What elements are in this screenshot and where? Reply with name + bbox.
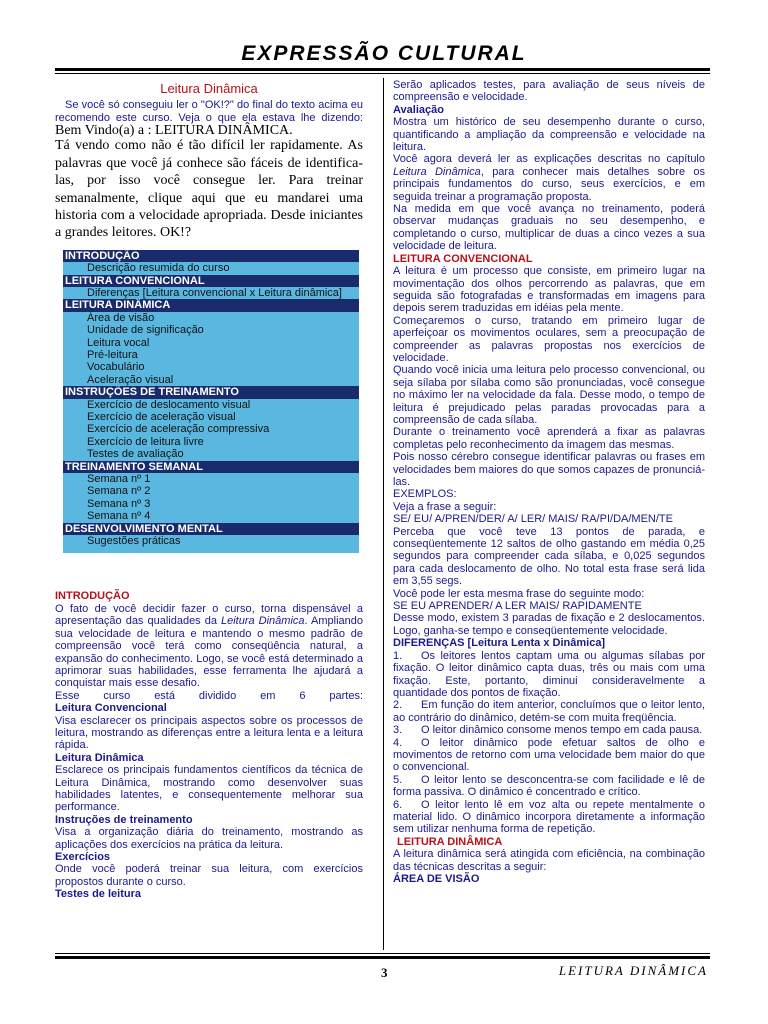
differences-list-item [393, 774, 705, 799]
header-rule-thick [55, 68, 710, 71]
subtext-exercicios: Onde você poderá treinar sua leitura, com exercícios propostos durante o curso. [55, 863, 363, 888]
exemplos-label: EXEMPLOS: [393, 488, 457, 501]
list-item-text: O leitor dinâmico consome menos tempo em cada pausa. [421, 724, 703, 737]
intro-heading: INTRODUÇÃO [55, 590, 130, 603]
intro-paragraph [55, 99, 363, 137]
footer-rule-thin [55, 953, 710, 954]
toc-item[interactable]: Leitura vocal [63, 337, 359, 349]
differences-list [393, 650, 705, 836]
column-divider [383, 78, 384, 950]
heading-leitura-convencional: LEITURA CONVENCIONAL [393, 252, 533, 265]
serif-message: Tá vendo como não é tão difícil ler rapidamente. As palavras que você já conhece são fáceis de identifica-las, por isso você consegue ler. Para treinar semanalmente, clique aqui que eu mandarei uma historia com a velocidade apropriada. Desde iniciantes a grandes leitores. OK!? [55, 138, 363, 241]
differences-list-item [393, 650, 705, 700]
subtext-leitura-convencional: Visa esclarecer os principais aspectos sobre os processos de leitura, mostrando as diferenças entre a leitura lenta e a leitura rápida. [55, 714, 363, 752]
conv-paragraph-4: Durante o treinamento você aprenderá a fixar as palavras completas pelo reconhecimento da imagem das mesmas. [393, 426, 705, 451]
heading-diferencas: DIFERENÇAS [Leitura Lenta x Dinâmica] [393, 637, 606, 650]
footer-label: LEITURA DINÂMICA [558, 963, 708, 978]
toc-section-heading[interactable]: LEITURA CONVENCIONAL [63, 275, 359, 287]
toc-item[interactable]: Sugestões práticas [63, 535, 359, 547]
toc-item[interactable]: Unidade de significação [63, 324, 359, 336]
differences-list-item [393, 799, 705, 836]
example-phrase-1: SE/ EU/ A/PREN/DER/ A/ LER/ MAIS/ RA/PI/DA/MEN/TE [393, 513, 673, 526]
toc-item[interactable]: Vocabulário [63, 361, 359, 373]
intro-p1-text-a: O fato de você decidir fazer o curso, torna dispensável a apresentação das qualidades da [55, 602, 363, 628]
perceba-paragraph: Perceba que você teve 13 pontos de parada, e conseqüentemente 12 saltos de olho gastando em média 0,25 segundos para compreender cada sílaba, e 0,025 segundos para cada deslocamento de olho. No total esta frase será lida em 3,55 segs. [393, 525, 705, 588]
differences-list-item [393, 699, 705, 724]
heading-avaliacao: Avaliação [393, 103, 444, 116]
list-item-text: O leitor lento se desconcentra-se com facilidade e lê de forma passiva. O dinâmico é concentrado e crítico. [393, 773, 705, 799]
conv-paragraph-2: Começaremos o curso, tratando em primeiro lugar de aperfeiçoar os movimentos oculares, sem a preocupação de compreender as palavras propostas nos exercícios de velocidade. [393, 314, 705, 364]
right-p0: Serão aplicados testes, para avaliação de seus níveis de compreensão e velocidade. [393, 79, 705, 104]
toc-item[interactable]: Testes de avaliação [63, 448, 359, 460]
list-item-text: O leitor dinâmico pode efetuar saltos de olho e movimentos de retorno com uma velocidade bem maior do que o convencional. [393, 736, 705, 774]
intro-paragraph-1 [55, 603, 363, 690]
intro-serif-welcome: Bem Vindo(a) a : LEITURA DINÂMICA. [55, 122, 293, 138]
list-item-number: 6. [393, 798, 403, 811]
subheading-exercicios: Exercícios [55, 851, 111, 864]
subtext-leitura-dinamica: Esclarece os principais fundamentos científicos da técnica de Leitura Dinâmica, mostrando como desenvolver suas habilidades latentes, e consequentemente melhorar sua performance. [55, 764, 363, 814]
subheading-leitura-dinamica: Leitura Dinâmica [55, 751, 144, 764]
intro-text: Se você só conseguiu ler o "OK!?" do final do texto acima eu recomendo este curso. Veja o que ela estava lhe dizendo: [55, 99, 363, 124]
agora-emphasis: Leitura Dinâmica [393, 165, 481, 178]
differences-list-item [393, 737, 705, 774]
medida-paragraph: Na medida em que você avança no treinamento, poderá observar mudanças graduais no seu desempenho, e completando o curso, multiplicar de duas a cinco vezes a sua velocidade de leitura. [393, 203, 705, 253]
agora-paragraph [393, 153, 705, 203]
dinamica-paragraph: A leitura dinâmica será atingida com eficiência, na combinação das técnicas descritas a seguir: [393, 848, 705, 873]
subtext-instrucoes: Visa a organização diária do treinamento, mostrando as aplicações dos exercícios na prática da leitura. [55, 826, 363, 851]
toc-item[interactable]: Aceleração visual [63, 374, 359, 386]
intro-paragraph-2: Esse curso está dividido em 6 partes: [55, 689, 363, 702]
example-phrase-2: SE EU APRENDER/ A LER MAIS/ RAPIDAMENTE [393, 600, 642, 613]
list-item-text: Os leitores lentos captam uma ou algumas sílabas por fixação. O leitor dinâmico capta duas, três ou mais com uma fixação. Este, portanto, diminui consideravelmente a quantidade dos pontos de fixação. [393, 649, 705, 699]
heading-leitura-dinamica: LEITURA DINÂMICA [397, 835, 503, 848]
heading-area-de-visao: ÁREA DE VISÃO [393, 873, 480, 885]
toc-section-heading[interactable]: DESENVOLVIMENTO MENTAL [63, 523, 359, 535]
table-of-contents [63, 250, 359, 554]
toc-section-heading[interactable]: INSTRUÇÕES DE TREINAMENTO [63, 386, 359, 398]
header-rule-thin [55, 73, 710, 74]
avaliacao-text: Mostra um histórico de seu desempenho durante o curso, quantificando a ampliação da compreensão e velocidade na leitura. [393, 116, 705, 154]
toc-item[interactable]: Pré-leitura [63, 349, 359, 361]
toc-item[interactable]: Semana nº 4 [63, 510, 359, 522]
list-item-number: 4. [393, 736, 403, 749]
toc-item[interactable]: Semana nº 3 [63, 498, 359, 510]
intro-p1-emphasis: Leitura Dinâmica [221, 615, 305, 628]
toc-item[interactable]: Área de visão [63, 312, 359, 324]
toc-item[interactable]: Exercício de leitura livre [63, 436, 359, 448]
page-header-title: EXPRESSÃO CULTURAL [241, 42, 527, 65]
toc-item[interactable]: Exercício de aceleração visual [63, 411, 359, 423]
agora-text-b: , para conhecer mais detalhes sobre os principais fundamentos do curso, seus exercícios, e em seguida treinar a programação proposta. [393, 165, 706, 203]
subheading-instrucoes: Instruções de treinamento [55, 813, 193, 826]
footer-rule-thick [55, 956, 710, 959]
list-item-number: 3. [393, 724, 403, 737]
list-item-number: 1. [393, 649, 403, 662]
page-number: 3 [381, 965, 388, 980]
toc-item[interactable]: Semana nº 1 [63, 473, 359, 485]
list-item-text: O leitor lento lê em voz alta ou repete mentalmente o material lido. O dinâmico incorpora diretamente a informação sem utilizar nenhuma forma de repetição. [393, 798, 705, 836]
toc-item[interactable]: Diferenças [Leitura convencional x Leitura dinâmica] [63, 287, 359, 299]
toc-item[interactable]: Exercício de aceleração compressiva [63, 423, 359, 435]
conv-paragraph-5: Pois nosso cérebro consegue identificar palavras ou frases em velocidades bem maiores do que somos capazes de pronunciá-las. [393, 451, 705, 488]
list-item-text: Em função do item anterior, concluímos que o leitor lento, ao contrário do dinâmico, detém-se com muita freqüência. [393, 699, 705, 724]
toc-item[interactable]: Descrição resumida do curso [63, 262, 359, 274]
subheading-testes: Testes de leitura [55, 888, 141, 901]
toc-section-heading[interactable]: TREINAMENTO SEMANAL [63, 461, 359, 473]
veja-label: Veja a frase a seguir: [393, 500, 497, 513]
subheading-leitura-convencional: Leitura Convencional [55, 702, 167, 715]
left-column [55, 79, 363, 901]
toc-section-heading[interactable]: LEITURA DINÂMICA [63, 299, 359, 311]
differences-list-item [393, 724, 705, 736]
agora-text-a: Você agora deverá ler as explicações descritas no capítulo [393, 153, 705, 166]
toc-item[interactable]: Semana nº 2 [63, 485, 359, 497]
toc-item[interactable]: Exercício de deslocamento visual [63, 399, 359, 411]
pode-paragraph: Você pode ler esta mesma frase do seguinte modo: [393, 587, 645, 600]
conv-paragraph-3: Quando você inicia uma leitura pelo processo convencional, ou seja sílaba por sílaba como são pronunciadas, você consegue no máximo ler na velocidade da fala. Desse modo, o tempo de leitura é prejudicado pelas paradas provocadas para a compreensão de cada sílaba. [393, 364, 705, 426]
conv-paragraph-1: A leitura é um processo que consiste, em primeiro lugar na movimentação dos olhos percorrendo as palavras, que em seguida são fotografadas e transformadas em imagens para depois serem traduzidas em idéias pela mente. [393, 265, 705, 315]
list-item-number: 2. [393, 699, 403, 712]
desse-paragraph: Desse modo, existem 3 paradas de fixação e 2 deslocamentos. Logo, ganha-se tempo e conseqüentemente velocidade. [393, 612, 705, 637]
article-title: Leitura Dinâmica [160, 81, 258, 96]
list-item-number: 5. [393, 773, 403, 786]
right-column [393, 79, 705, 885]
intro-p1-text-b: . Ampliando sua velocidade de leitura e mantendo o mesmo padrão de compreensão você terá como conseqüência natural, a expansão do conhecimento. Logo, se você está determinado a aprimorar suas habilidades, esse ferramenta lhe ajudará a conquistar mais esse desafio. [55, 615, 363, 690]
toc-section-heading[interactable]: INTRODUÇÃO [63, 250, 359, 262]
